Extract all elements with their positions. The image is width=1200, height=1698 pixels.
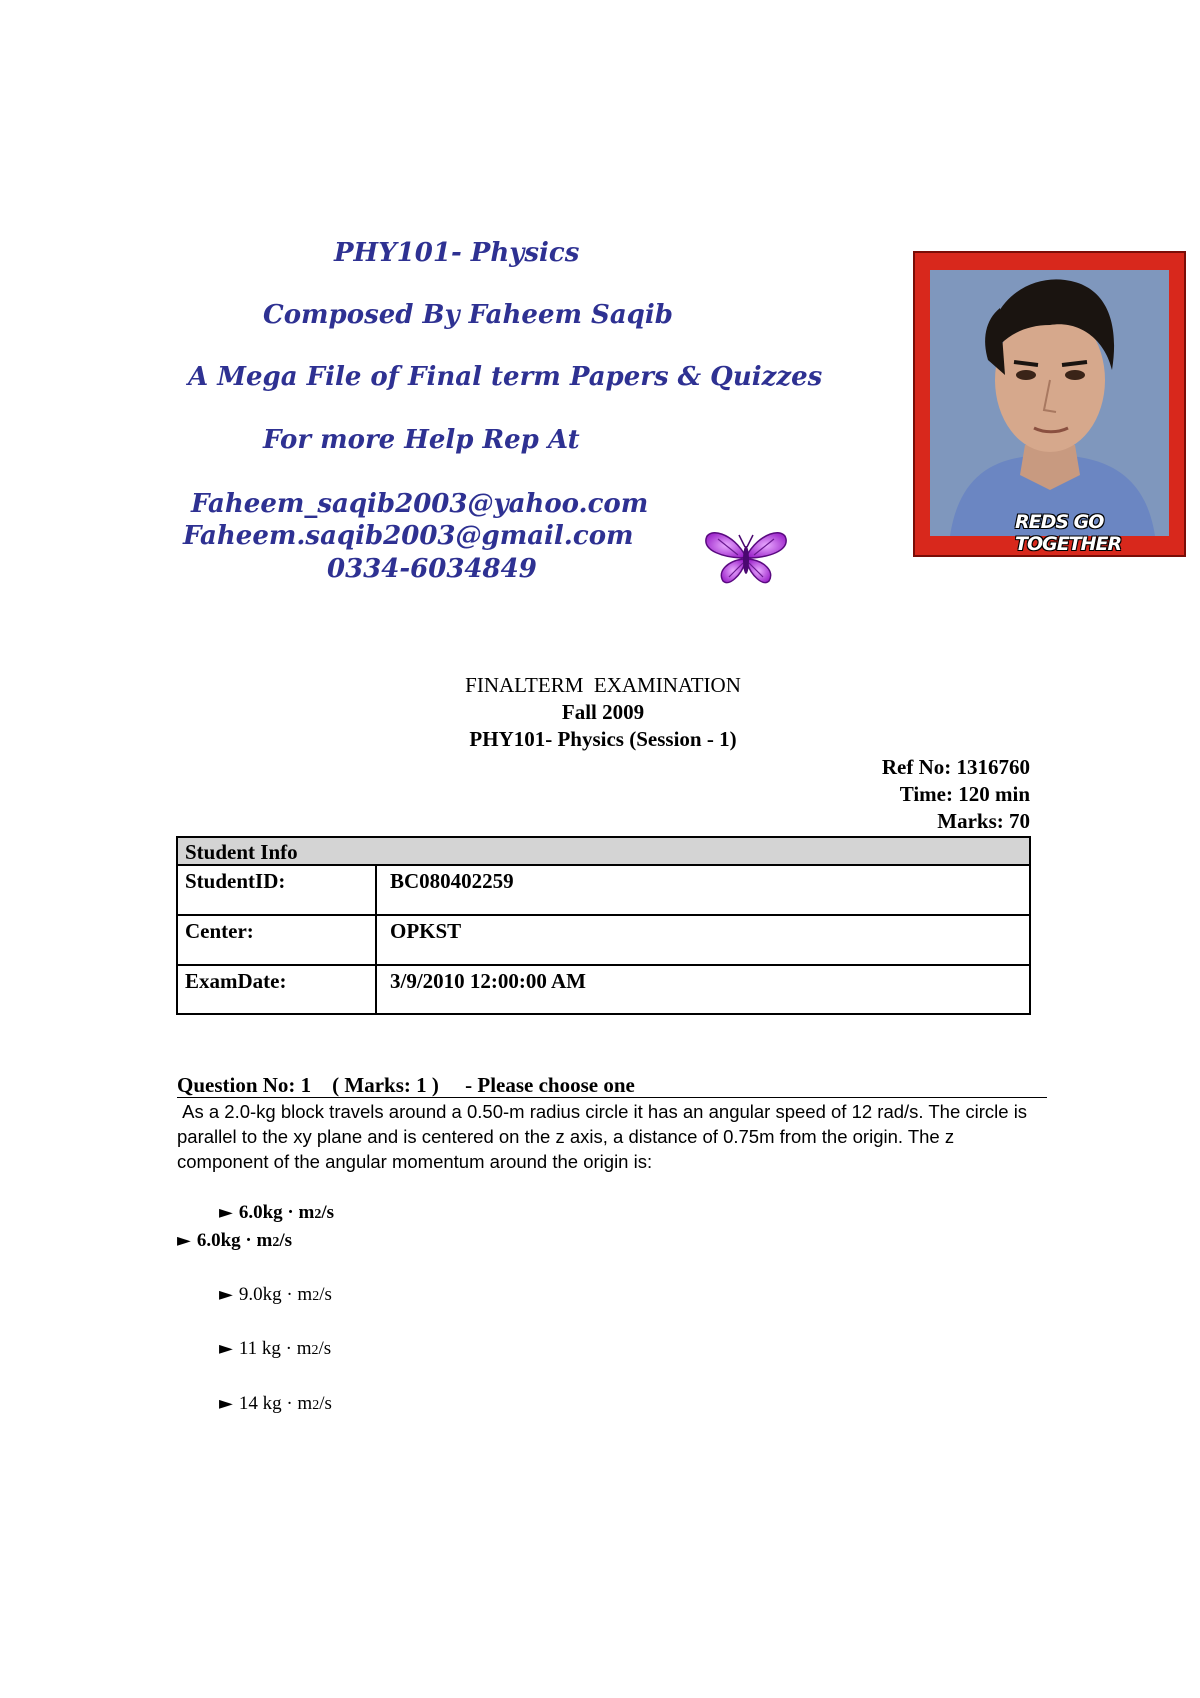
email-yahoo[interactable]: Faheem_saqib2003@yahoo.com (191, 489, 649, 519)
exam-marks: Marks: 70 (937, 809, 1030, 833)
option-unit: /s (318, 1338, 332, 1359)
question-divider (177, 1097, 1047, 1098)
answer-option[interactable] (177, 1230, 292, 1252)
option-value: 6.0kg · m (196, 1230, 273, 1251)
exam-term: Fall 2009 (561, 700, 645, 724)
option-value: 9.0kg · m (238, 1284, 313, 1305)
answer-option[interactable] (219, 1338, 331, 1360)
author-photo (913, 251, 1186, 557)
question-text: As a 2.0-kg block travels around a 0.50-m radius circle it has an angular speed of 12 rad/s. The circle is parallel to the xy plane and is centered on the z axis, a distance of 0.75m from the origin. The z component of the angular momentum around the origin is: (177, 1101, 1033, 1172)
triangle-right-icon: ► (219, 1284, 233, 1305)
help-line: For more Help Rep At (263, 425, 580, 455)
ref-number: Ref No: 1316760 (881, 755, 1030, 779)
file-description: A Mega File of Final term Papers & Quizzes (188, 362, 823, 392)
photo-caption: REDS GO TOGETHER (1015, 511, 1122, 555)
option-unit: /s (319, 1393, 332, 1414)
option-exponent: 2 (311, 1343, 319, 1358)
option-exponent: 2 (314, 1207, 322, 1222)
triangle-right-icon: ► (219, 1393, 233, 1414)
option-value: 6.0kg · m (238, 1202, 315, 1223)
question-title: Question No: 1 ( Marks: 1 ) - Please choose one (177, 1073, 635, 1097)
row-value: BC080402259 (390, 869, 514, 893)
butterfly-icon (703, 527, 789, 587)
exam-time: Time: 120 min (899, 782, 1030, 806)
exam-title: FINALTERM EXAMINATION (465, 673, 741, 697)
row-key: ExamDate: (185, 969, 287, 993)
table-row (178, 966, 1029, 1015)
table-heading: Student Info (185, 840, 298, 864)
triangle-right-icon: ► (219, 1202, 233, 1223)
table-header (178, 838, 1029, 866)
answer-option[interactable] (219, 1393, 332, 1415)
answer-option[interactable] (219, 1284, 332, 1306)
option-value: 11 kg · m (238, 1338, 312, 1359)
option-exponent: 2 (272, 1235, 280, 1250)
answer-option[interactable] (219, 1202, 334, 1224)
phone-number: 0334-6034849 (327, 554, 537, 584)
triangle-right-icon: ► (177, 1230, 191, 1251)
table-row (178, 916, 1029, 966)
email-gmail[interactable]: Faheem.saqib2003@gmail.com (183, 521, 634, 551)
exam-course-session: PHY101- Physics (Session - 1) (469, 727, 737, 751)
row-key: StudentID: (185, 869, 286, 893)
option-unit: /s (321, 1202, 335, 1223)
row-value: OPKST (390, 919, 462, 943)
option-value: 14 kg · m (238, 1393, 313, 1414)
option-exponent: 2 (312, 1289, 320, 1304)
option-unit: /s (319, 1284, 332, 1305)
option-exponent: 2 (312, 1398, 320, 1413)
row-key: Center: (185, 919, 254, 943)
table-row (178, 866, 1029, 916)
course-title: PHY101- Physics (334, 238, 580, 268)
portrait-image (930, 270, 1169, 536)
composer-line: Composed By Faheem Saqib (263, 300, 673, 330)
option-unit: /s (279, 1230, 293, 1251)
row-value: 3/9/2010 12:00:00 AM (390, 969, 586, 993)
triangle-right-icon: ► (219, 1338, 233, 1359)
student-info-table (176, 836, 1031, 1015)
